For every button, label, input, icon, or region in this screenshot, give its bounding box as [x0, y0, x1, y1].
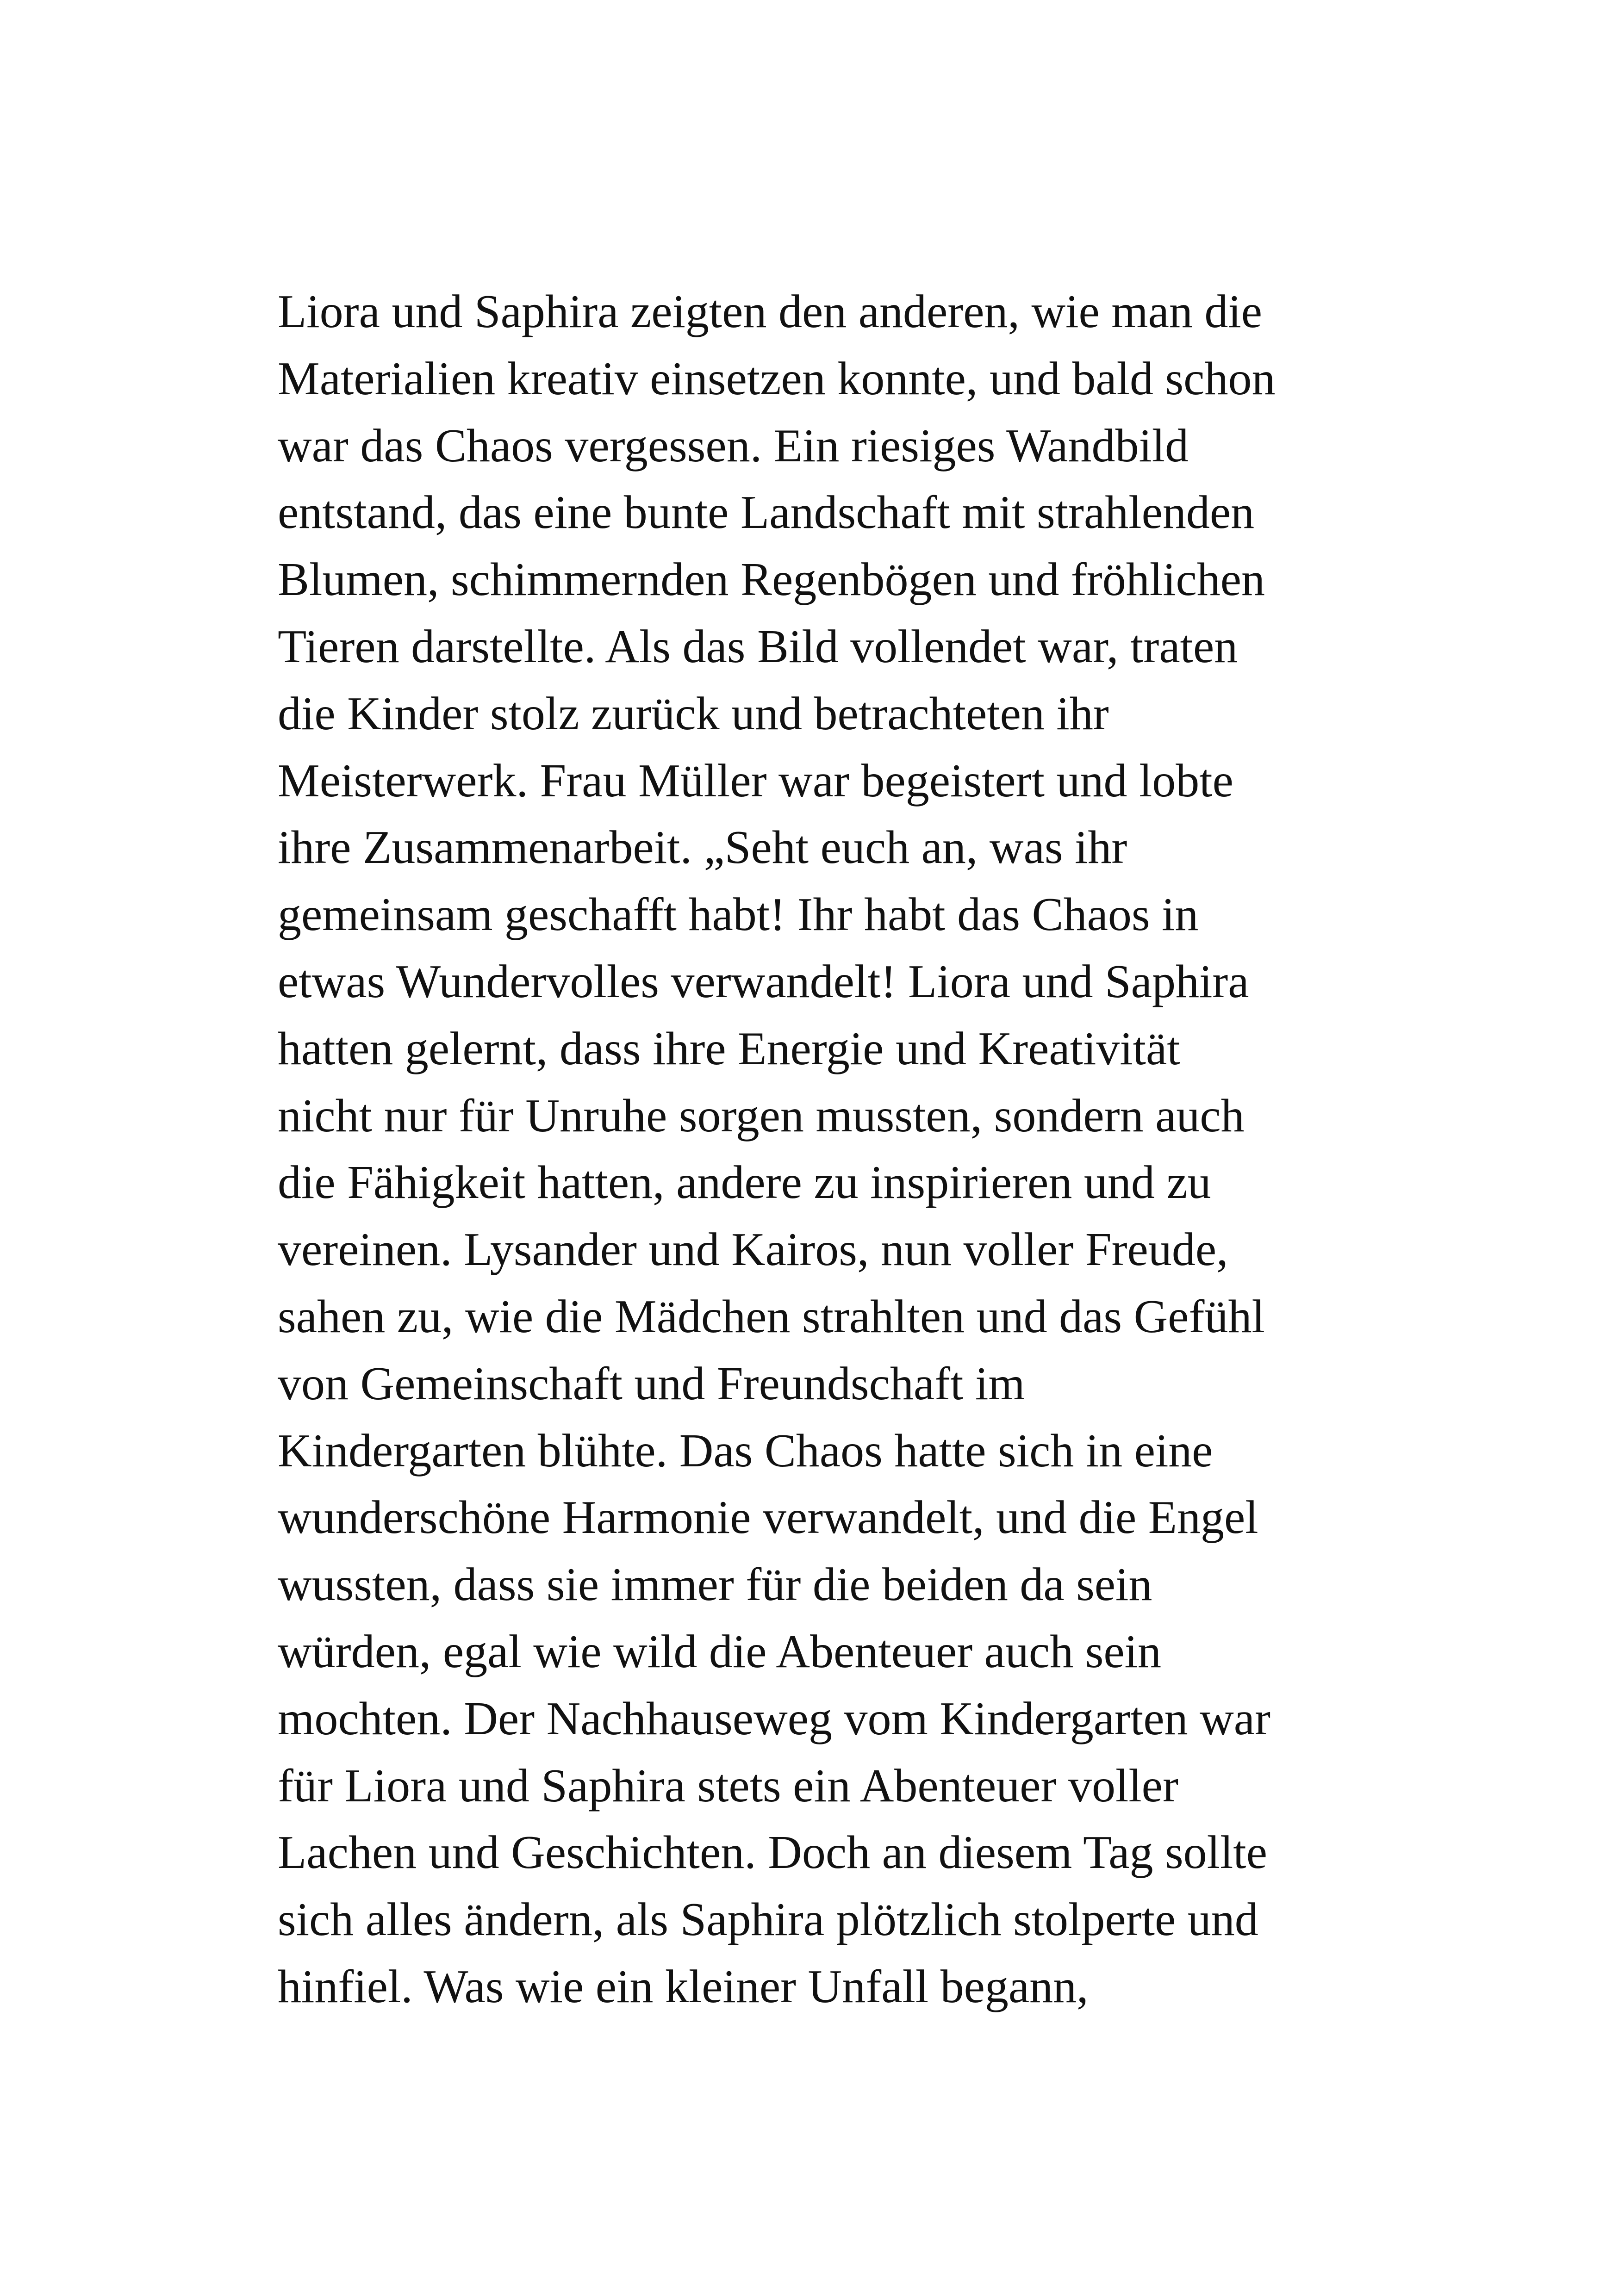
text-line: für Liora und Saphira stets ein Abenteuer voller: [278, 1759, 1178, 1812]
text-line: entstand, das eine bunte Landschaft mit strahlenden: [278, 486, 1255, 539]
text-line: hatten gelernt, dass ihre Energie und Kreativität: [278, 1022, 1180, 1075]
text-line: nicht nur für Unruhe sorgen mussten, sondern auch: [278, 1089, 1245, 1142]
text-line: Lachen und Geschichten. Doch an diesem Tag sollte: [278, 1826, 1267, 1879]
text-line: die Fähigkeit hatten, andere zu inspirieren und zu: [278, 1156, 1211, 1209]
text-line: gemeinsam geschafft habt! Ihr habt das Chaos in: [278, 888, 1199, 941]
text-line: hinfiel. Was wie ein kleiner Unfall begann,: [278, 1960, 1089, 2013]
text-line: sich alles ändern, als Saphira plötzlich stolperte und: [278, 1893, 1258, 1946]
text-line: wussten, dass sie immer für die beiden da sein: [278, 1558, 1152, 1611]
text-line: von Gemeinschaft und Freundschaft im: [278, 1357, 1025, 1410]
text-line: würden, egal wie wild die Abenteuer auch sein: [278, 1625, 1162, 1678]
text-line: vereinen. Lysander und Kairos, nun voller Freude,: [278, 1223, 1228, 1276]
text-line: Materialien kreativ einsetzen konnte, und bald schon: [278, 352, 1276, 405]
text-line: sahen zu, wie die Mädchen strahlten und das Gefühl: [278, 1290, 1265, 1343]
text-line: war das Chaos vergessen. Ein riesiges Wandbild: [278, 419, 1189, 472]
text-line: ihre Zusammenarbeit. „Seht euch an, was ihr: [278, 821, 1127, 874]
text-line: die Kinder stolz zurück und betrachteten ihr: [278, 687, 1109, 740]
body-text: [278, 279, 1389, 2021]
text-line: Tieren darstellte. Als das Bild vollendet war, traten: [278, 620, 1238, 673]
text-line: Blumen, schimmernden Regenbögen und fröhlichen: [278, 553, 1265, 606]
text-line: Meisterwerk. Frau Müller war begeistert und lobte: [278, 754, 1233, 807]
text-line: mochten. Der Nachhauseweg vom Kindergarten war: [278, 1692, 1270, 1745]
text-line: Kindergarten blühte. Das Chaos hatte sich in eine: [278, 1424, 1213, 1477]
text-line: Liora und Saphira zeigten den anderen, wie man die: [278, 285, 1263, 338]
text-line: wunderschöne Harmonie verwandelt, und die Engel: [278, 1491, 1258, 1544]
text-line: etwas Wundervolles verwandelt! Liora und Saphira: [278, 955, 1249, 1008]
